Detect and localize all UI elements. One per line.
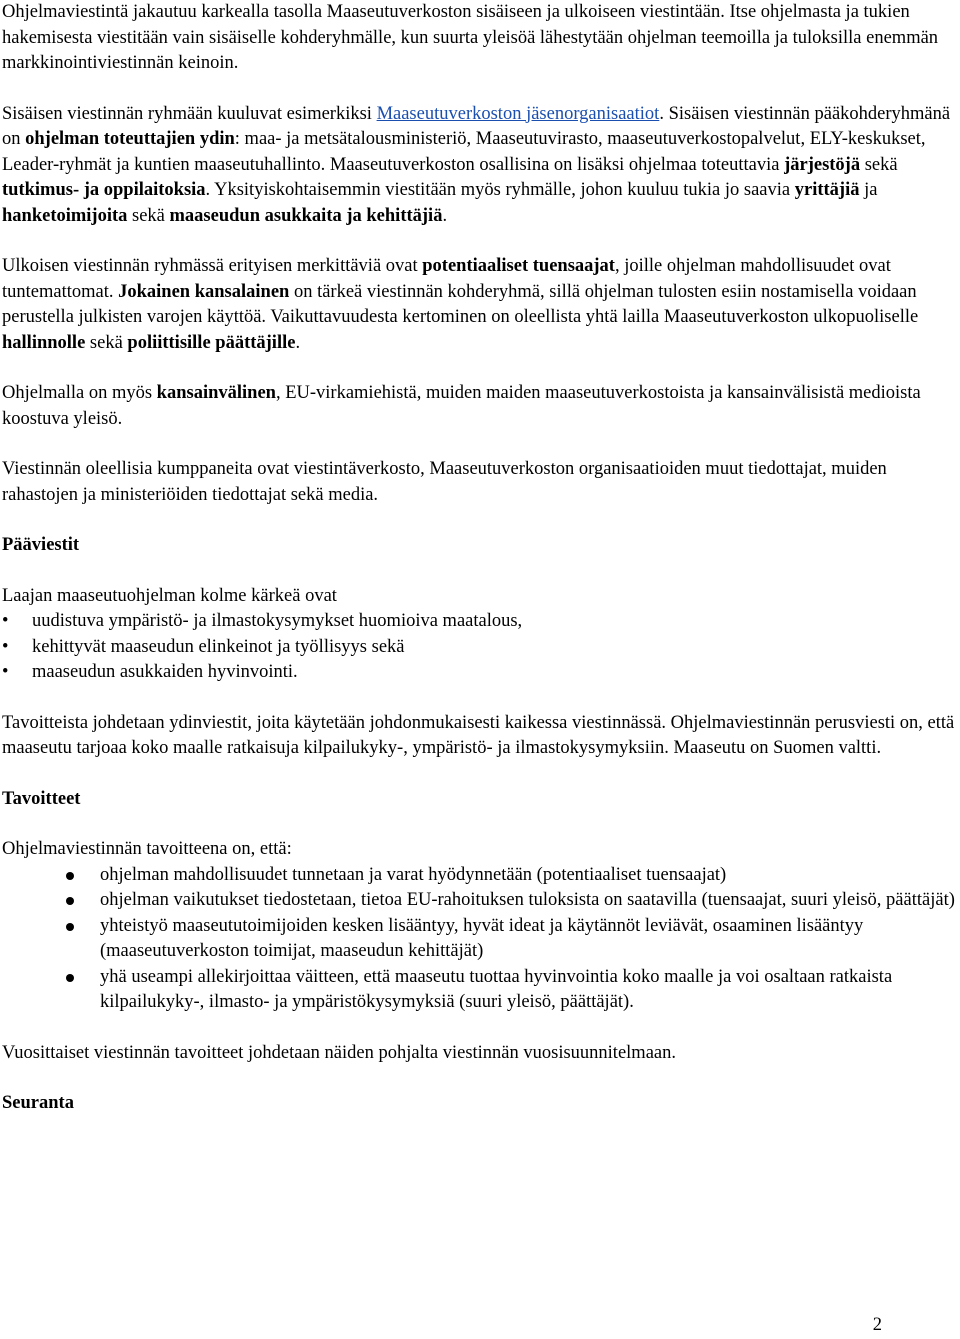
list-item (2, 965, 957, 1016)
list-item (2, 635, 957, 661)
text-run: Ulkoisen viestinnän ryhmässä erityisen merkittäviä ovat (2, 256, 423, 276)
goals-lead: Ohjelmaviestinnän tavoitteena on, että: (2, 839, 292, 859)
member-organisations-link[interactable]: Maaseutuverkoston jäsenorganisaatiot (376, 103, 660, 124)
monitoring-heading: Seuranta (2, 1093, 74, 1113)
key-messages-list (2, 609, 957, 686)
text-run: , joille ohjelman mahdollisuudet ovat tuntemattomat. (2, 256, 891, 302)
annual-goals-paragraph: Vuosittaiset viestinnän tavoitteet johdetaan näiden pohjalta viestinnän vuosisuunnitelmaan. (2, 1042, 676, 1063)
internal-communication-paragraph (2, 102, 957, 230)
text-run: sekä (860, 154, 898, 175)
bullet-icon (66, 974, 74, 982)
bold-term: maaseudun asukkaita ja kehittäjiä (169, 205, 443, 226)
text-run: ja (859, 180, 878, 200)
bold-term: tutkimus- ja oppilaitoksia (2, 180, 206, 200)
list-item-text: kehittyvät maaseudun elinkeinot ja työllisyys sekä (32, 636, 405, 657)
list-item (2, 609, 957, 635)
bold-term: potentiaaliset tuensaajat (422, 256, 615, 276)
bold-term: poliittisille päättäjille (127, 332, 296, 353)
list-item-text: ohjelman vaikutukset tiedostetaan, tietoa EU-rahoituksen tuloksista on saatavilla (tuensaajat, suuri yleisö, päättäjät) (100, 890, 955, 910)
page-number: 2 (872, 1315, 882, 1335)
bold-term: ohjelman toteuttajien ydin (25, 129, 235, 149)
text-run: . Sisäisen viestinnän pääkohderyhmänä on (2, 103, 951, 149)
list-item-text: yhä useampi allekirjoittaa väitteen, että maaseutu tuottaa hyvinvointia koko maalle ja voi osaltaan ratkaista kilpailukyky-, ilmasto- ja ympäristökysymyksiä (suuri yleisö, päättäjät). (100, 966, 893, 1012)
text-run: sekä (127, 205, 170, 226)
text-run: , EU-virkamiehistä, muiden maiden maaseutuverkostoista ja kansainvälisistä medioista koostuva yleisö. (2, 383, 921, 429)
bold-term: hallinnolle (2, 332, 86, 353)
text-run: : maa- ja metsätalousministeriö, Maaseutuvirasto, maaseutuverkostopalvelut, ELY-keskukset, Leader-ryhmät ja kuntien maaseutuhallinto. Maaseutuverkoston osallisina on lisäksi ohjelmaa toteuttavia (2, 129, 926, 175)
list-item-text: uudistuva ympäristö- ja ilmastokysymykset huomioiva maatalous, (32, 611, 523, 631)
bold-term: yrittäjiä (794, 180, 860, 200)
bullet-icon: • (2, 611, 9, 631)
bold-term: hanketoimijoita (2, 205, 128, 226)
text-run: sekä (85, 332, 128, 353)
list-item (2, 888, 957, 914)
international-paragraph (2, 381, 957, 432)
text-run: . Yksityiskohtaisemmin viestitään myös ryhmälle, johon kuuluu tukia jo saavia (205, 180, 795, 200)
text-run: Ohjelmalla on myös (2, 383, 157, 403)
bullet-icon: • (2, 662, 9, 682)
intro-paragraph: Ohjelmaviestintä jakautuu karkealla tasolla Maaseutuverkoston sisäiseen ja ulkoiseen viestintään. Itse ohjelmasta ja tukien hakemisesta viestitään vain sisäiselle kohderyhmälle, kun suurta yleisöä lähestytään ohjelman teemoilla ja tuloksilla enemmän markkinointiviestinnän keinoin. (2, 2, 939, 73)
document-page (2, 0, 957, 1142)
partners-paragraph: Viestinnän oleellisia kumppaneita ovat viestintäverkosto, Maaseutuverkoston organisaatioiden muut tiedottajat, muiden rahastojen ja ministeriöiden tiedottajat sekä media. (2, 459, 887, 505)
bold-term: järjestöjä (784, 154, 861, 175)
key-messages-heading: Pääviestit (2, 535, 80, 555)
bullet-icon: • (2, 636, 9, 657)
text-run: . (295, 332, 301, 353)
external-communication-paragraph (2, 254, 957, 356)
bullet-icon (66, 897, 74, 905)
key-messages-lead: Laajan maaseutuohjelman kolme kärkeä ovat (2, 585, 337, 606)
text-run: . (442, 205, 448, 226)
bold-term: kansainvälinen (156, 383, 276, 403)
bullet-icon (66, 872, 74, 880)
list-item (2, 660, 957, 686)
list-item (2, 914, 957, 965)
text-run: Sisäisen viestinnän ryhmään kuuluvat esimerkiksi (2, 103, 377, 124)
list-item (2, 863, 957, 889)
core-message-paragraph: Tavoitteista johdetaan ydinviestit, joita käytetään johdonmukaisesti kaikessa viestinnässä. Ohjelmaviestinnän perusviesti on, että maaseutu tarjoaa koko maalle ratkaisuja kilpailukyky-, ympäristö- ja ilmastokysymyksiin. Maaseutu on Suomen valtti. (2, 712, 955, 758)
goals-list (2, 863, 957, 1016)
list-item-text: maaseudun asukkaiden hyvinvointi. (32, 662, 298, 682)
text-run: on tärkeä viestinnän kohderyhmä, sillä ohjelman tulosten esiin nostamisella voidaan perustella julkisten varojen käyttöä. Vaikuttavuudesta kertominen on oleellista yhtä lailla Maaseutuverkoston ulkopuoliselle (2, 281, 919, 327)
list-item-text: yhteistyö maaseututoimijoiden kesken lisääntyy, hyvät ideat ja käytännöt leviävät, osaaminen lisääntyy (maaseutuverkoston toimijat, maaseudun kehittäjät) (100, 915, 864, 961)
bold-term: Jokainen kansalainen (118, 281, 290, 302)
list-item-text: ohjelman mahdollisuudet tunnetaan ja varat hyödynnetään (potentiaaliset tuensaajat) (100, 864, 727, 885)
bullet-icon (66, 923, 74, 931)
goals-heading: Tavoitteet (2, 788, 81, 809)
